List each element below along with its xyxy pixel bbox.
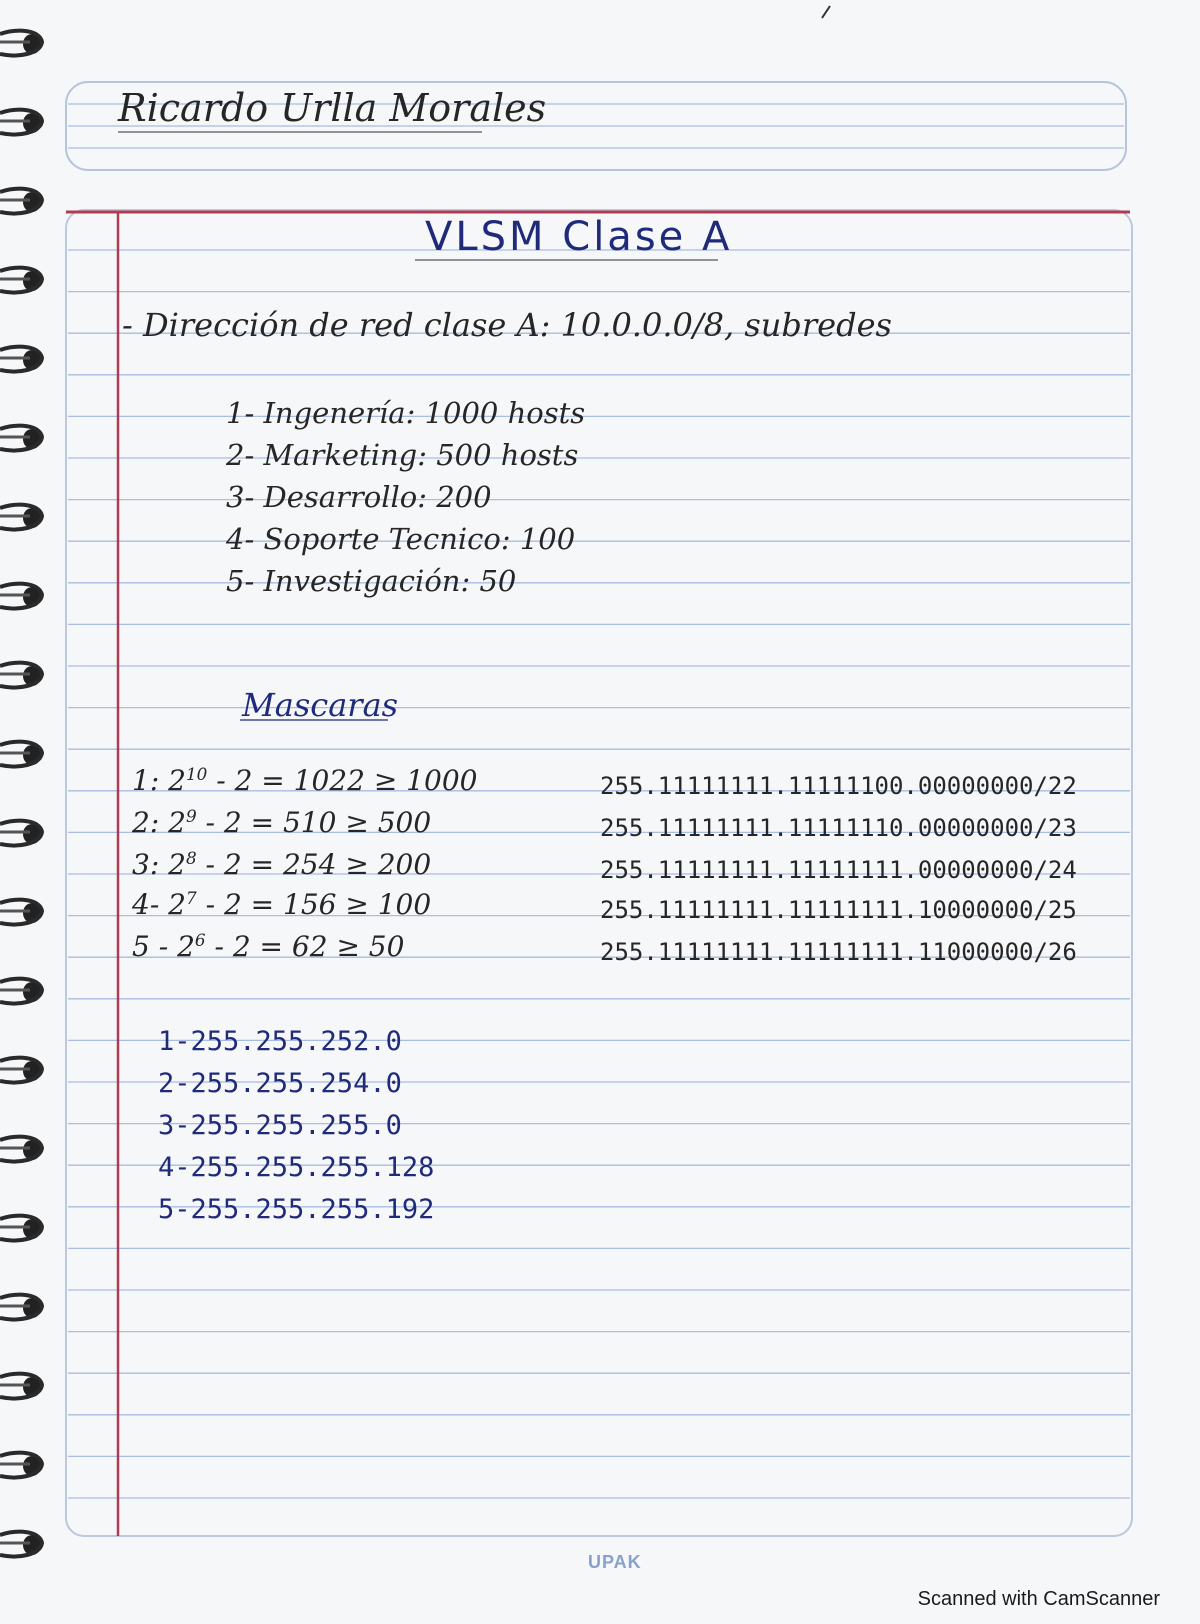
calc-rest: - 2 = 1022 ≥ 1000 [207, 764, 478, 797]
spiral-ring [0, 1374, 42, 1399]
calc-rest: - 2 = 156 ≥ 100 [196, 888, 432, 921]
calc-row-2 [132, 806, 431, 839]
spiral-ring [0, 110, 42, 135]
page-title: VLSM Clase A [425, 214, 733, 260]
spiral-ring [0, 821, 42, 846]
spiral-ring [0, 189, 42, 214]
spiral-ring [0, 505, 42, 530]
spiral-ring [0, 900, 42, 925]
binary-mask-4: 255.11111111.11111111.10000000/25 [600, 896, 1077, 924]
subnet-5: 5- Investigación: 50 [226, 564, 517, 598]
subnet-3: 3- Desarrollo: 200 [226, 480, 492, 514]
calc-row-4 [132, 888, 431, 921]
spiral-ring [0, 584, 42, 609]
calc-row-5 [132, 930, 404, 963]
calc-prefix: 1: 2 [132, 764, 186, 797]
decimal-mask-1: 1-255.255.252.0 [158, 1026, 402, 1057]
spiral-ring [0, 426, 42, 451]
binary-mask-1: 255.11111111.11111100.00000000/22 [600, 772, 1077, 800]
spiral-ring [0, 268, 42, 293]
spiral-ring [0, 1216, 42, 1241]
notebook-brand-logo: UPAK [588, 1552, 642, 1572]
calc-row-1 [132, 764, 477, 797]
spiral-ring [0, 979, 42, 1004]
calc-prefix: 2: 2 [132, 806, 186, 839]
author-name: Ricardo Urlla Morales [118, 86, 547, 130]
binary-mask-5: 255.11111111.11111111.11000000/26 [600, 938, 1077, 966]
pencil-mark [822, 6, 830, 18]
spiral-ring [0, 1058, 42, 1083]
spiral-binding [0, 31, 42, 1557]
calc-exponent: 7 [186, 887, 197, 908]
decimal-mask-2: 2-255.255.254.0 [158, 1068, 402, 1099]
calc-prefix: 4- 2 [132, 888, 186, 921]
subnet-4: 4- Soporte Tecnico: 100 [226, 522, 576, 556]
binary-mask-3: 255.11111111.11111111.00000000/24 [600, 856, 1077, 884]
calc-exponent: 6 [194, 929, 206, 950]
subnet-2: 2- Marketing: 500 hosts [226, 438, 579, 472]
spiral-ring [0, 1532, 42, 1557]
decimal-mask-5: 5-255.255.255.192 [158, 1194, 435, 1225]
calc-rest: - 2 = 254 ≥ 200 [196, 848, 432, 881]
calc-prefix: 5 - 2 [132, 930, 195, 963]
spiral-ring [0, 742, 42, 767]
subnet-1: 1- Ingenería: 1000 hosts [226, 396, 586, 430]
calc-prefix: 3: 2 [132, 848, 186, 881]
calc-exponent: 10 [185, 763, 208, 784]
spiral-ring [0, 663, 42, 688]
spiral-ring [0, 1453, 42, 1478]
calc-exponent: 9 [185, 805, 197, 826]
spiral-ring [0, 1295, 42, 1320]
calc-exponent: 8 [185, 847, 197, 868]
scanner-watermark: Scanned with CamScanner [917, 1588, 1160, 1610]
decimal-mask-4: 4-255.255.255.128 [158, 1152, 435, 1183]
network-intro: - Dirección de red clase A: 10.0.0.0/8, subredes [122, 306, 892, 344]
spiral-ring [0, 31, 42, 56]
binary-mask-2: 255.11111111.11111110.00000000/23 [600, 814, 1077, 842]
calc-row-3 [132, 848, 431, 881]
spiral-ring [0, 347, 42, 372]
calc-rest: - 2 = 510 ≥ 500 [196, 806, 432, 839]
calc-rest: - 2 = 62 ≥ 50 [205, 930, 405, 963]
spiral-ring [0, 1137, 42, 1162]
masks-heading: Mascaras [242, 686, 399, 724]
decimal-mask-3: 3-255.255.255.0 [158, 1110, 402, 1141]
